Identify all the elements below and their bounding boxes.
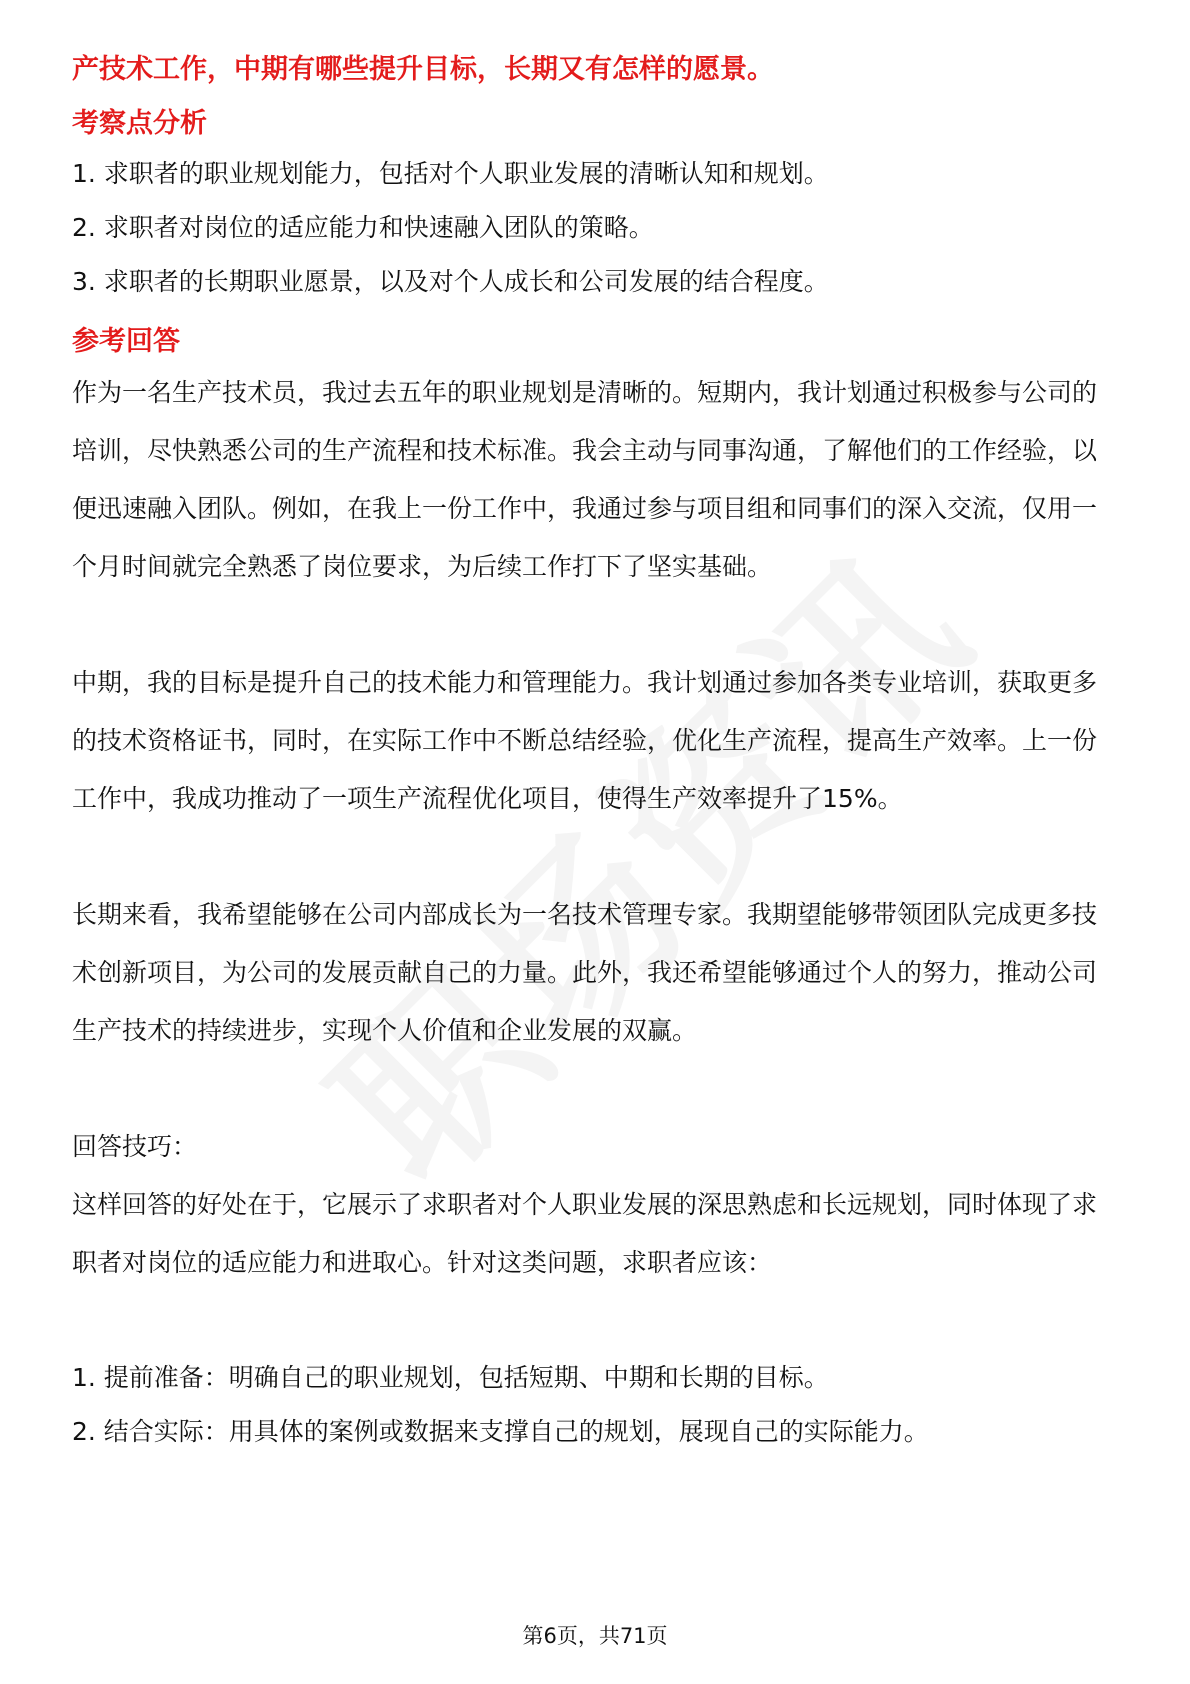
document-body bbox=[72, 48, 1118, 1466]
analysis-item: 1. 求职者的职业规划能力，包括对个人职业发展的清晰认知和规划。 bbox=[72, 159, 829, 188]
analysis-heading: 考察点分析 bbox=[72, 108, 207, 139]
answer-heading: 参考回答 bbox=[72, 326, 180, 357]
question-heading: 产技术工作，中期有哪些提升目标，长期又有怎样的愿景。 bbox=[72, 54, 774, 85]
answer-paragraph: 中期，我的目标是提升自己的技术能力和管理能力。我计划通过参加各类专业培训，获取更多的技术资格证书，同时，在实际工作中不断总结经验，优化生产流程，提高生产效率。上一份工作中，我成功推动了一项生产流程优化项目，使得生产效率提升了15%。 bbox=[72, 668, 1098, 813]
analysis-item: 3. 求职者的长期职业愿景，以及对个人成长和公司发展的结合程度。 bbox=[72, 267, 829, 296]
spacer bbox=[72, 1292, 1118, 1350]
answer-paragraph: 作为一名生产技术员，我过去五年的职业规划是清晰的。短期内，我计划通过积极参与公司的培训，尽快熟悉公司的生产流程和技术标准。我会主动与同事沟通，了解他们的工作经验，以便迅速融入团队。例如，在我上一份工作中，我通过参与项目组和同事们的深入交流，仅用一个月时间就完全熟悉了岗位要求，为后续工作打下了坚实基础。 bbox=[72, 378, 1098, 581]
analysis-item: 2. 求职者对岗位的适应能力和快速融入团队的策略。 bbox=[72, 213, 654, 242]
spacer bbox=[72, 596, 1118, 654]
answer-paragraph: 长期来看，我希望能够在公司内部成长为一名技术管理专家。我期望能够带领团队完成更多技术创新项目，为公司的发展贡献自己的力量。此外，我还希望能够通过个人的努力，推动公司生产技术的持续进步，实现个人价值和企业发展的双赢。 bbox=[72, 900, 1098, 1045]
tips-intro: 这样回答的好处在于，它展示了求职者对个人职业发展的深思熟虑和长远规划，同时体现了求职者对岗位的适应能力和进取心。针对这类问题，求职者应该： bbox=[72, 1190, 1098, 1277]
spacer bbox=[72, 1060, 1118, 1118]
tips-item: 1. 提前准备：明确自己的职业规划，包括短期、中期和长期的目标。 bbox=[72, 1363, 829, 1392]
tips-item: 2. 结合实际：用具体的案例或数据来支撑自己的规划，展现自己的实际能力。 bbox=[72, 1417, 929, 1446]
page-number: 第6页，共71页 bbox=[522, 1624, 668, 1648]
tips-heading: 回答技巧： bbox=[72, 1132, 198, 1161]
spacer bbox=[72, 828, 1118, 886]
